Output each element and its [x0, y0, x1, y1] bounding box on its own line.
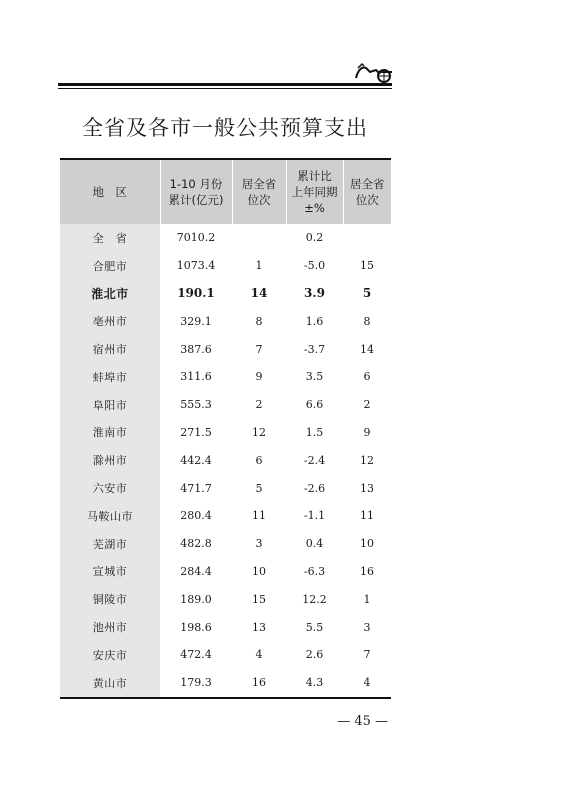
- table-row: [60, 307, 391, 335]
- value-cell: 329.1: [180, 314, 212, 328]
- value-cell: -6.3: [303, 564, 326, 578]
- value-cell: 472.4: [180, 648, 212, 662]
- value-cell: 471.7: [180, 481, 212, 495]
- table-row: [60, 419, 391, 447]
- value-cell: 1.5: [305, 425, 324, 439]
- value-cell: 0.4: [305, 537, 324, 551]
- value-cell: 6: [255, 453, 263, 467]
- value-cell: 0.2: [305, 231, 324, 245]
- header-rule-thin: [58, 88, 392, 89]
- column-header: 累计比 上年同期 ±%: [286, 159, 343, 224]
- value-cell: 1.6: [305, 314, 324, 328]
- value-cell: -3.7: [303, 342, 326, 356]
- value-cell: 3.5: [305, 370, 324, 384]
- value-cell: 11: [252, 509, 266, 523]
- table-row: [60, 224, 391, 252]
- region-cell: 阜阳市: [60, 391, 160, 419]
- value-cell: [343, 224, 391, 252]
- value-cell: 13: [252, 620, 266, 634]
- value-cell: 4: [363, 676, 371, 690]
- value-cell: 16: [252, 676, 266, 690]
- column-header: 1-10 月份 累计(亿元): [160, 159, 232, 224]
- table-row: [60, 558, 391, 586]
- region-cell: 滁州市: [60, 446, 160, 474]
- table-row: [60, 502, 391, 530]
- value-cell: 2.6: [305, 648, 324, 662]
- value-cell: 15: [360, 259, 374, 273]
- value-cell: 7010.2: [176, 231, 216, 245]
- value-cell: 9: [255, 370, 263, 384]
- value-cell: 284.4: [180, 564, 212, 578]
- value-cell: 311.6: [180, 370, 212, 384]
- table-row: [60, 363, 391, 391]
- value-cell: 190.1: [177, 286, 215, 301]
- value-cell: 12: [360, 453, 374, 467]
- value-cell: 6: [363, 370, 371, 384]
- value-cell: 4: [255, 648, 263, 662]
- region-cell: 六安市: [60, 474, 160, 502]
- header-rule: [58, 83, 392, 86]
- value-cell: 3.9: [304, 286, 325, 301]
- value-cell: -1.1: [303, 509, 326, 523]
- value-cell: 482.8: [180, 537, 212, 551]
- region-cell: 马鞍山市: [60, 502, 160, 530]
- column-header: 居全省 位次: [232, 159, 286, 224]
- table-header-row: [60, 159, 391, 224]
- region-cell: 合肥市: [60, 252, 160, 280]
- table-body: [60, 224, 391, 697]
- region-cell: 安庆市: [60, 641, 160, 669]
- value-cell: 280.4: [180, 509, 212, 523]
- value-cell: 14: [360, 342, 374, 356]
- table-bottom-rule: [60, 697, 391, 699]
- column-header: 居全省 位次: [343, 159, 391, 224]
- page-number: — 45 —: [337, 714, 388, 729]
- region-cell: 亳州市: [60, 307, 160, 335]
- region-cell: 铜陵市: [60, 585, 160, 613]
- table-row: [60, 252, 391, 280]
- chariot-logo-icon: [352, 60, 394, 84]
- value-cell: 7: [255, 342, 263, 356]
- value-cell: 13: [360, 481, 374, 495]
- value-cell: 6.6: [305, 398, 324, 412]
- budget-table-container: [60, 158, 391, 699]
- value-cell: -2.6: [303, 481, 326, 495]
- table-row: [60, 446, 391, 474]
- value-cell: 10: [360, 537, 374, 551]
- value-cell: 15: [252, 592, 266, 606]
- value-cell: 11: [360, 509, 374, 523]
- value-cell: 1: [255, 259, 263, 273]
- region-cell: 全 省: [60, 224, 160, 252]
- value-cell: 198.6: [180, 620, 212, 634]
- value-cell: 7: [363, 648, 371, 662]
- value-cell: -2.4: [303, 453, 326, 467]
- value-cell: 2: [255, 398, 263, 412]
- value-cell: 5: [362, 286, 372, 301]
- value-cell: 3: [363, 620, 371, 634]
- value-cell: 4.3: [305, 676, 324, 690]
- page-title: 全省及各市一般公共预算支出: [82, 116, 368, 140]
- region-cell: 淮北市: [60, 280, 160, 308]
- value-cell: 10: [252, 564, 266, 578]
- budget-table: [60, 158, 391, 697]
- value-cell: 14: [250, 286, 268, 301]
- value-cell: 189.0: [180, 592, 212, 606]
- region-cell: 芜湖市: [60, 530, 160, 558]
- region-cell: 蚌埠市: [60, 363, 160, 391]
- value-cell: 387.6: [180, 342, 212, 356]
- table-row: [60, 530, 391, 558]
- region-cell: 淮南市: [60, 419, 160, 447]
- value-cell: 271.5: [180, 425, 212, 439]
- value-cell: 16: [360, 564, 374, 578]
- table-row: [60, 641, 391, 669]
- table-row: [60, 613, 391, 641]
- value-cell: [232, 224, 286, 252]
- value-cell: 555.3: [180, 398, 212, 412]
- value-cell: 442.4: [180, 453, 212, 467]
- region-cell: 池州市: [60, 613, 160, 641]
- region-cell: 宿州市: [60, 335, 160, 363]
- table-row: [60, 669, 391, 697]
- value-cell: 179.3: [180, 676, 212, 690]
- value-cell: 3: [255, 537, 263, 551]
- table-row: [60, 280, 391, 308]
- value-cell: 1: [363, 592, 371, 606]
- value-cell: 9: [363, 425, 371, 439]
- value-cell: 5: [255, 481, 263, 495]
- value-cell: -5.0: [303, 259, 326, 273]
- region-cell: 宣城市: [60, 558, 160, 586]
- value-cell: 2: [363, 398, 371, 412]
- region-cell: 黄山市: [60, 669, 160, 697]
- value-cell: 12: [252, 425, 266, 439]
- value-cell: 1073.4: [176, 259, 216, 273]
- column-header: 地 区: [60, 159, 160, 224]
- table-row: [60, 391, 391, 419]
- table-row: [60, 585, 391, 613]
- table-row: [60, 335, 391, 363]
- value-cell: 8: [255, 314, 263, 328]
- table-row: [60, 474, 391, 502]
- value-cell: 12.2: [302, 592, 327, 606]
- value-cell: 8: [363, 314, 371, 328]
- value-cell: 5.5: [305, 620, 324, 634]
